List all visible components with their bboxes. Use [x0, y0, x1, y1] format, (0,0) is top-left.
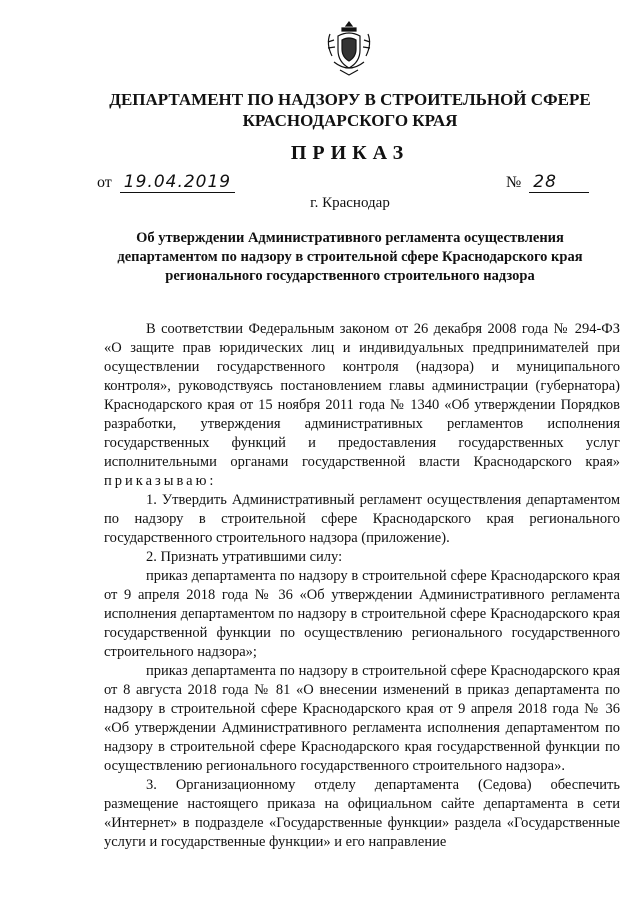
preamble-text: В соответствии Федеральным законом от 26 декабря 2008 года № 294-ФЗ «О защите прав юридических лиц и индивидуальных предпринимателей при осуществлении государственного контроля (надзора) и муниципального контроля», руководствуясь постановлением главы администрации (губернатора) Краснодарского края от 15 ноября 2011 года № 1340 «Об утверждении Порядков разработки, утверждения административных регламентов исполнения государственных функций и предоставления государственных услуг исполнительными органами государственной власти Краснодарского края» [104, 321, 620, 470]
city: г. Краснодар [310, 195, 390, 211]
paragraph-preamble [104, 320, 620, 491]
paragraph-item-2: 2. Признать утратившими силу: [146, 549, 343, 565]
subject-line-3: регионального государственного строительного надзора [165, 268, 535, 284]
paragraph-item-3: 3. Организационному отделу департамента (Седова) обеспечить размещение настоящего приказа на официальном сайте департамента в сети «Интернет» в подразделе «Государственные функции» раздела «Государственные услуги и государственные функции» и его направление [104, 777, 620, 850]
paragraph-repealed-2: приказ департамента по надзору в строительной сфере Краснодарского края от 8 августа 2018 года № 81 «О внесении изменений в приказ департамента по надзору в строительной сфере Краснодарского края от 9 апреля 2018 года № 36 «Об утверждении Административного регламента исполнения департаментом по надзору в строительной сфере Краснодарского края государственной функции по осуществлению регионального государственного строительного надзора». [104, 663, 620, 774]
subject-line-2: департаментом по надзору в строительной сфере Краснодарского края [117, 249, 583, 265]
subject-line-1: Об утверждении Административного регламента осуществления [136, 230, 564, 246]
order-subject [100, 229, 600, 286]
date-value: 19.04.2019 [120, 172, 235, 193]
organization-name [60, 89, 640, 131]
order-date [97, 172, 235, 193]
paragraph-repealed-1: приказ департамента по надзору в строительной сфере Краснодарского края от 9 апреля 2018 года № 36 «Об утверждении Административного регламента исполнения департаментом по надзору в строительной сфере Краснодарского края государственной функции по осуществлению регионального государственного строительного надзора»; [104, 568, 620, 660]
order-body [104, 320, 620, 852]
order-number [506, 172, 589, 193]
preamble-action: приказываю: [104, 473, 217, 489]
order-title: ПРИКАЗ [290, 142, 410, 164]
org-line-1: ДЕПАРТАМЕНТ ПО НАДЗОРУ В СТРОИТЕЛЬНОЙ СФЕРЕ [109, 90, 591, 109]
number-value: 28 [529, 172, 589, 193]
number-prefix: № [506, 174, 522, 191]
org-line-2: КРАСНОДАРСКОГО КРАЯ [242, 111, 458, 130]
coat-of-arms-icon [324, 18, 374, 78]
date-prefix: от [97, 174, 112, 191]
paragraph-item-1: 1. Утвердить Административный регламент осуществления департаментом по надзору в строительной сфере Краснодарского края регионального государственного строительного надзора (приложение). [104, 492, 620, 546]
